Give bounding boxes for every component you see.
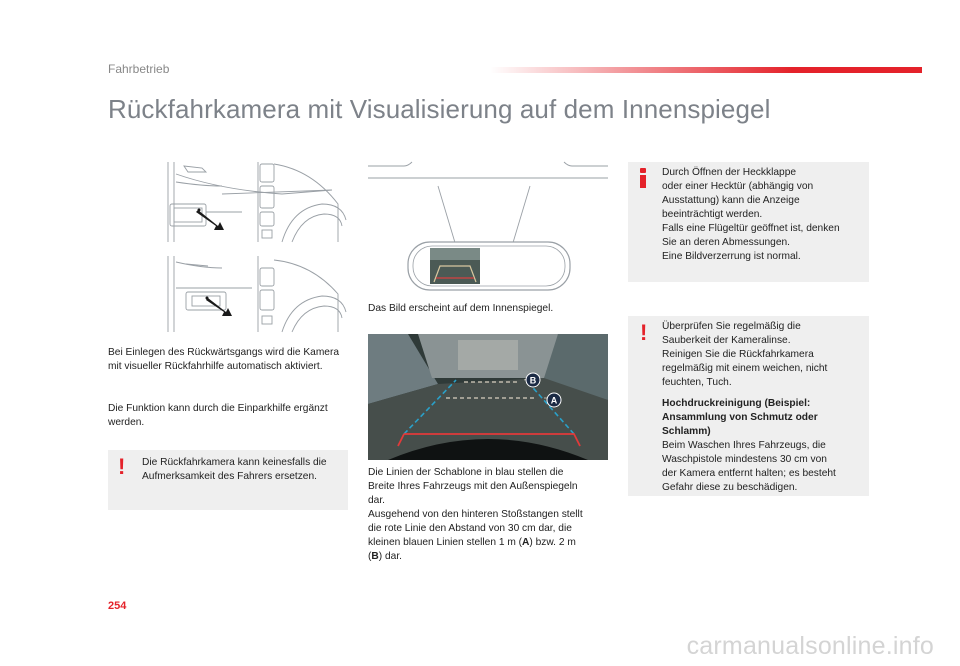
driver-attention-warning-text: Die Rückfahrkamera kann keinesfalls die Aufmerksamkeit des Fahrers ersetzen. [142,457,327,482]
cleaning-line-1: Überprüfen Sie regelmäßig die [662,321,801,332]
page-title: Rückfahrkamera mit Visualisierung auf dem Innenspiegel [108,94,771,124]
page-number: 254 [108,600,127,612]
activation-paragraph: Bei Einlegen des Rückwärtsgangs wird die Kamera mit visueller Rückfahrhilfe automatisch aktiviert. [108,347,340,372]
cleaning-line-2: Sauberkeit der Kameralinse. [662,335,791,346]
guide-lines-line-2: Breite Ihres Fahrzeugs mit den Außenspiegeln [368,481,578,492]
section-label: Fahrbetrieb [108,62,170,76]
pressure-wash-line-3: der Kamera entfernt halten; es besteht [662,468,836,479]
mirror-caption: Das Bild erscheint auf dem Innenspiegel. [368,303,554,314]
guide-lines-line-4: Ausgehend von den hinteren Stoßstangen stellt [368,509,583,520]
info-box [628,162,869,282]
header-accent-bar [490,67,922,73]
vehicle-rear-camera-illustration-bottom [162,254,348,334]
cleaning-line-3: Reinigen Sie die Rückfahrkamera [662,349,814,360]
guide-lines-line-6a: kleinen blauen Linien stellen 1 m ( [368,537,523,548]
camera-label-a: A [550,395,558,406]
guide-lines-line-7 [368,550,612,564]
pressure-wash-heading-1: Hochdruckreinigung (Beispiel: [662,398,811,409]
guide-lines-ref-a: A [522,537,530,548]
camera-cleaning-warning-box [628,316,869,496]
exclamation-icon: ! [640,320,648,345]
info-line-7: Eine Bildverzerrung ist normal. [662,251,801,262]
watermark: carmanualsonline.info [686,632,934,660]
park-assist-paragraph: Die Funktion kann durch die Einparkhilfe ergänzt werden. [108,403,328,428]
pressure-wash-line-2: Waschpistole mindestens 30 cm von [662,454,827,465]
info-line-5: Falls eine Flügeltür geöffnet ist, denken [662,223,840,234]
exclamation-icon: ! [118,454,126,479]
info-line-1: Durch Öffnen der Heckklappe [662,167,797,178]
guide-lines-line-6b: ) bzw. 2 m [529,537,576,548]
guide-lines-line-1: Die Linien der Schablone in blau stellen die [368,467,564,478]
guide-lines-line-7b: ) dar. [378,551,402,562]
info-line-2: oder einer Hecktür (abhängig von [662,181,814,192]
camera-view-illustration [368,334,608,460]
guide-lines-ref-b: B [371,551,379,562]
pressure-wash-line-4: Gefahr diese zu beschädigen. [662,482,798,493]
guide-lines-description [368,466,612,564]
cleaning-line-5: feuchten, Tuch. [662,377,732,388]
info-line-3: Ausstattung) kann die Anzeige [662,195,800,206]
pressure-wash-heading-2: Ansammlung von Schmutz oder [662,412,818,423]
guide-lines-line-5: die rote Linie den Abstand von 30 cm dar, die [368,523,572,534]
guide-lines-open-paren: ( [368,551,372,562]
rearview-mirror-illustration [368,160,608,292]
cleaning-line-4: regelmäßig mit einem weichen, nicht [662,363,828,374]
vehicle-rear-camera-illustration-top [162,160,348,244]
info-line-4: beeinträchtigt werden. [662,209,763,220]
driver-attention-warning-box [108,450,348,510]
guide-lines-line-3: dar. [368,495,385,506]
pressure-wash-heading-3: Schlamm) [662,426,711,437]
camera-label-b: B [529,375,537,386]
info-icon [640,168,646,188]
info-line-6: Sie an deren Abmessungen. [662,237,790,248]
pressure-wash-line-1: Beim Waschen Ihres Fahrzeugs, die [662,440,826,451]
guide-lines-line-6 [368,536,612,550]
